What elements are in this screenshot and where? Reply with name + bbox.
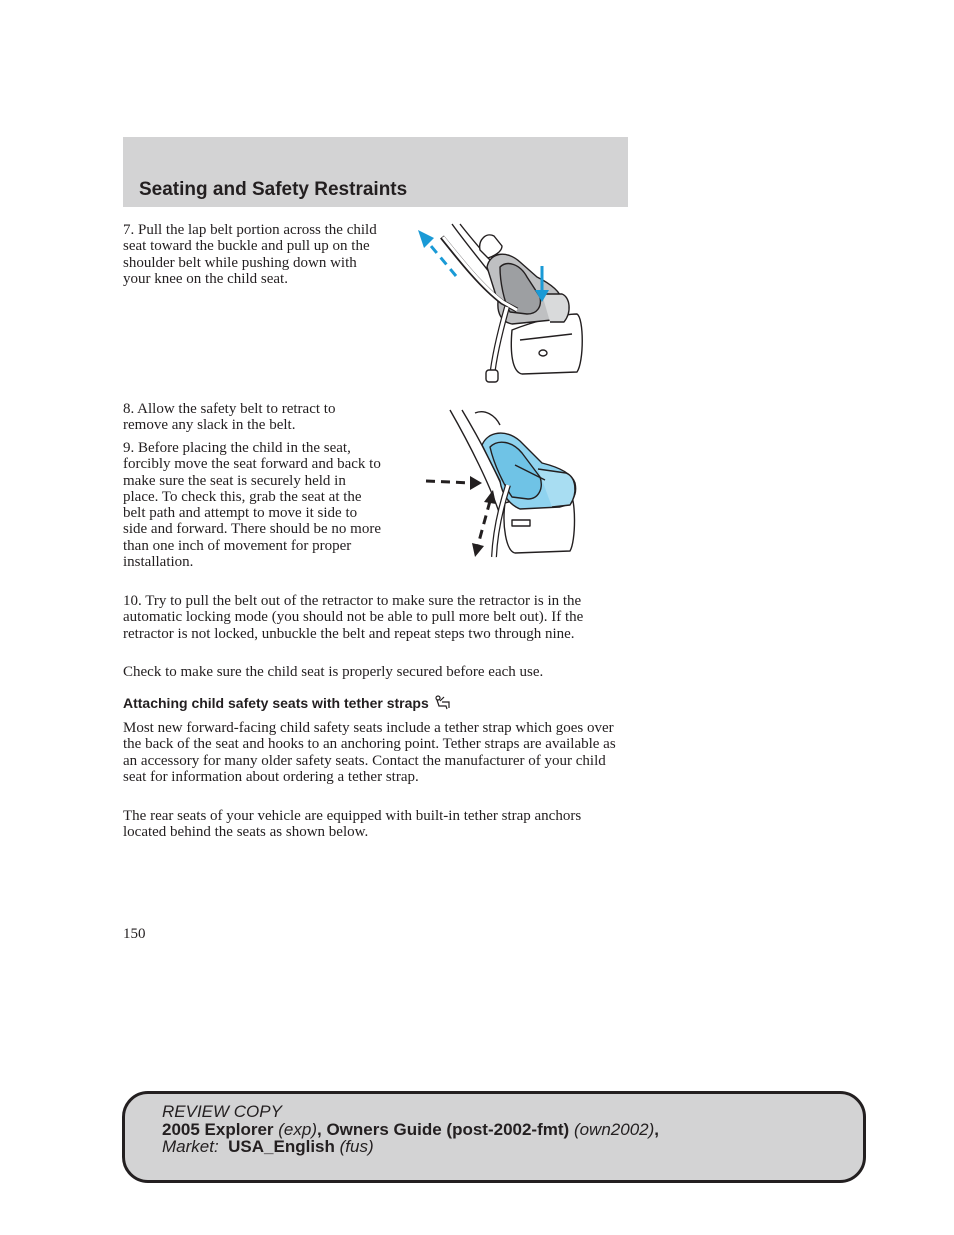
- footer-sep-1: ,: [316, 1119, 327, 1139]
- tether-heading: [123, 695, 451, 714]
- section-header: [123, 137, 628, 207]
- step-8: 8. Allow the safety belt to retract to remove any slack in the belt.: [123, 401, 336, 434]
- child-seat-movement-check-figure: [420, 405, 585, 565]
- child-seat-belt-tighten-figure: [412, 222, 592, 388]
- tether-paragraph-2: The rear seats of your vehicle are equipped with built-in tether strap anchors located behind the seats as shown below.: [123, 808, 582, 841]
- step-9: 9. Before placing the child in the seat, forcibly move the seat forward and back to make sure the seat is securely held in place. To check this, grab the seat at the belt path and attempt to move it side to side and forward. There should be no more than one inch of movement for proper installation.: [123, 440, 381, 571]
- review-footer: [122, 1091, 866, 1183]
- footer-market: USA_English: [228, 1137, 335, 1156]
- footer-guide-code: (own2002): [573, 1119, 655, 1139]
- step-7: 7. Pull the lap belt portion across the child seat toward the buckle and pull up on the shoulder belt while pushing down with your knee on the child seat.: [123, 222, 377, 287]
- footer-model-code: (exp): [278, 1119, 317, 1139]
- check-note: Check to make sure the child seat is properly secured before each use.: [123, 664, 544, 680]
- section-title: Seating and Safety Restraints: [139, 179, 408, 200]
- footer-model: 2005 Explorer: [162, 1119, 274, 1139]
- review-copy-label: REVIEW COPY: [162, 1102, 282, 1121]
- step-10: 10. Try to pull the belt out of the retractor to make sure the retractor is in the automatic locking mode (you should not be able to pull more belt out). If the retractor is not locked, unbuckle the belt and repeat steps two through nine.: [123, 593, 584, 642]
- footer-market-code: (fus): [339, 1137, 374, 1156]
- tether-paragraph-1: Most new forward-facing child safety seats include a tether strap which goes over the back of the seat and hooks to an anchoring point. Tether straps are available as an accessory for many older safety seats. Contact the manufacturer of your child seat for information about ordering a tether strap.: [123, 720, 616, 785]
- child-seat-icon: [433, 695, 451, 714]
- footer-market-label: Market:: [162, 1137, 219, 1156]
- footer-guide: Owners Guide (post-2002-fmt): [326, 1119, 570, 1139]
- page-number: 150: [123, 926, 146, 942]
- tether-heading-text: Attaching child safety seats with tether straps: [123, 695, 429, 711]
- footer-sep-2: ,: [654, 1119, 659, 1139]
